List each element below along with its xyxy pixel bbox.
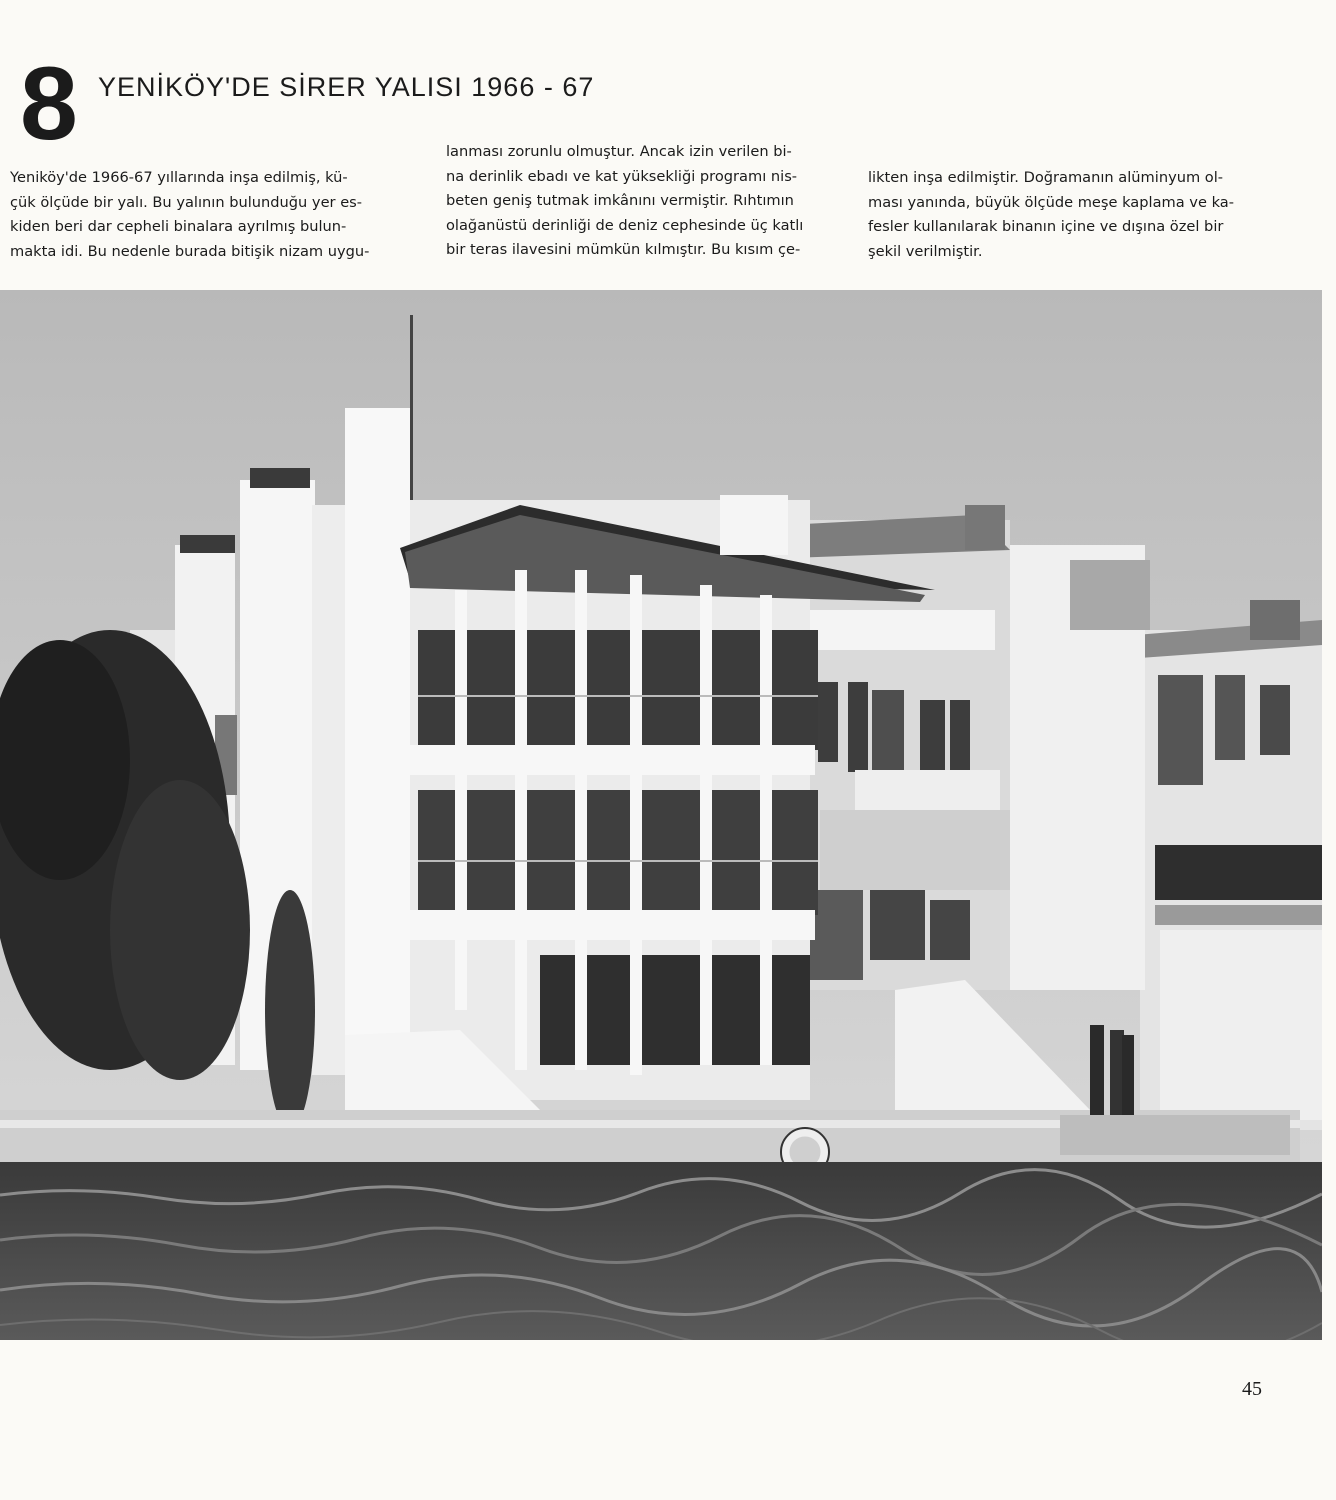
text-line: makta idi. Bu nedenle burada bitişik nizam uygu- [10,242,370,260]
paragraph [10,166,410,264]
chapter-number: 8 [20,46,76,162]
text-line: olağanüstü derinliği de deniz cephesinde üç katlı [446,216,804,234]
text-line: lanması zorunlu olmuştur. Ancak izin verilen bi- [446,143,792,160]
text-column-1 [10,166,410,264]
water [0,1162,1322,1340]
page-title: YENİKÖY'DE SİRER YALISI 1966 - 67 [98,72,595,102]
text-line: ması yanında, büyük ölçüde meşe kaplama ve ka- [868,193,1234,211]
text-line: na derinlik ebadı ve kat yüksekliği programı nis- [446,167,798,185]
text-line: beten geniş tutmak imkânını vermiştir. Rıhtımın [446,192,794,210]
text-line: çük ölçüde bir yalı. Bu yalının bulunduğu yer es- [10,193,363,211]
text-line: Yeniköy'de 1966-67 yıllarında inşa edilmiş, kü- [10,169,348,186]
text-line: fesler kullanılarak binanın içine ve dışına özel bir [868,218,1224,236]
paragraph [868,166,1268,264]
text-line: kiden beri dar cepheli binalara ayrılmış bulun- [10,218,347,236]
text-column-3 [868,166,1268,264]
text-line: bir teras ilavesini mümkün kılmıştır. Bu kısım çe- [446,241,801,259]
page-number: 45 [1242,1378,1262,1400]
text-line: şekil verilmiştir. [868,242,983,260]
text-column-2 [446,140,846,263]
paragraph [446,140,846,263]
text-line: likten inşa edilmiştir. Doğramanın alüminyum ol- [868,169,1224,186]
building-photo [0,290,1322,1340]
